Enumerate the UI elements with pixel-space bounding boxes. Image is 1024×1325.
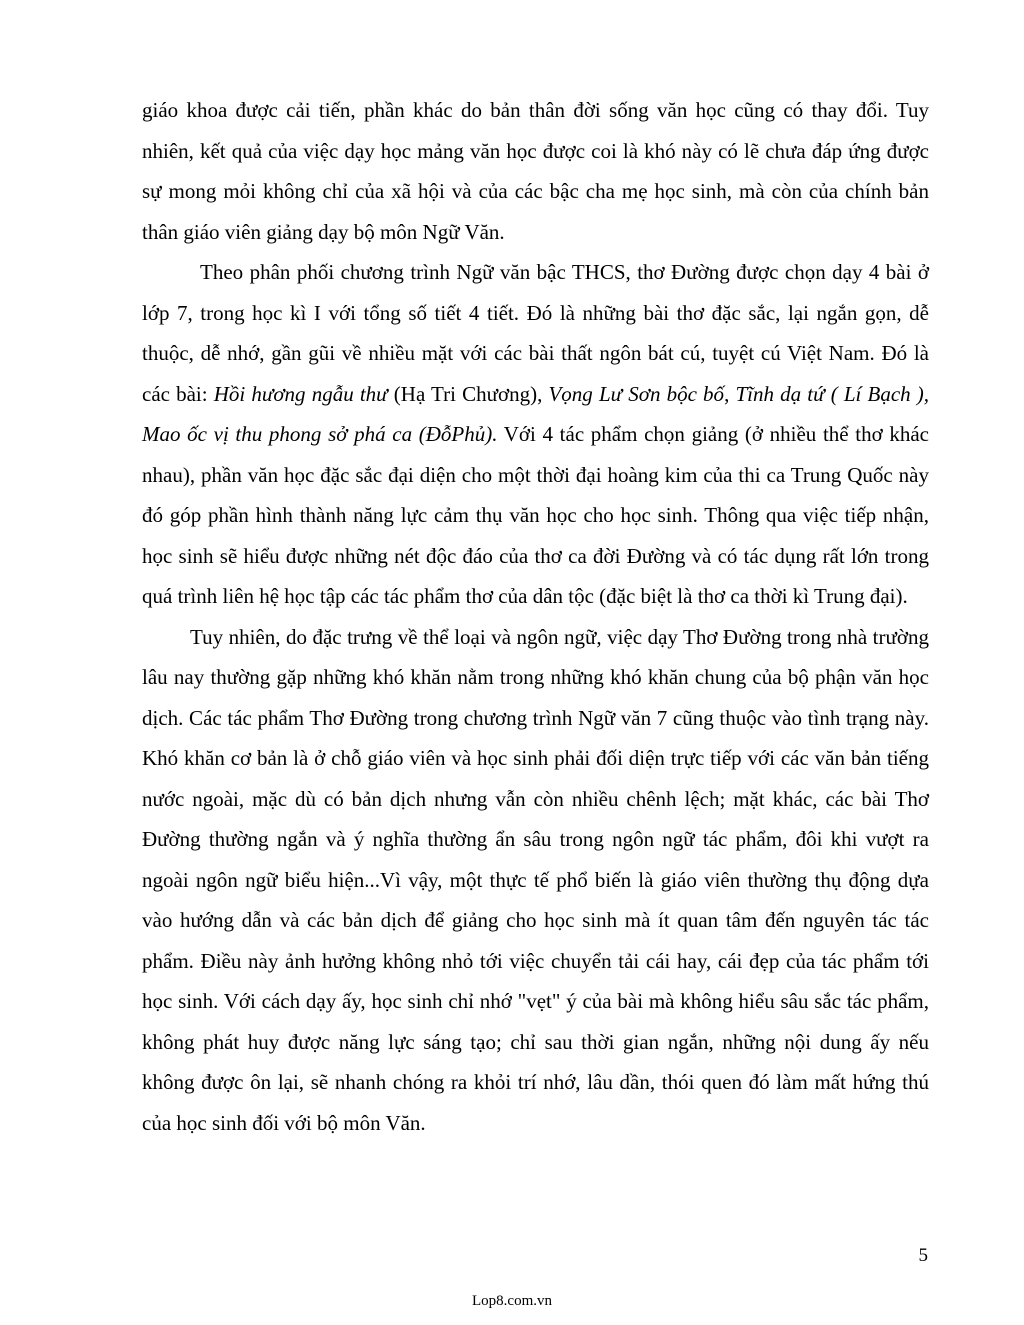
italic-title-segment: Hồi hương ngẫu thư [213, 381, 388, 406]
paragraph-continuation [142, 90, 929, 252]
page-number: 5 [918, 1245, 928, 1266]
text-segment: Theo phân phối chương trình Ngữ văn bậc THCS, thơ Đường được chọn dạy 4 bài ở lớp 7, trong học kì I với tổng số tiết 4 tiết. Đó là những bài thơ đặc sắc, lại ngắn gọn, dễ thuộc, dễ nhớ, gần gũi về nhiều mặt với các bài thất ngôn bát cú, tuyệt cú Việt Nam. Đó là các bài: [142, 260, 929, 406]
paragraph-curriculum [142, 252, 929, 617]
text-segment: giáo khoa được cải tiến, phần khác do bản thân đời sống văn học cũng có thay đổi. Tuy nhiên, kết quả của việc dạy học mảng văn học được coi là khó này có lẽ chưa đáp ứng được sự mong mỏi không chỉ của xã hội và của các bậc cha mẹ học sinh, mà còn của chính bản thân giáo viên giảng dạy bộ môn Ngữ Văn. [142, 98, 929, 244]
footer-site: Lop8.com.vn [472, 1293, 552, 1309]
text-segment: Với 4 tác phẩm chọn giảng (ở nhiều thể thơ khác nhau), phần văn học đặc sắc đại diện cho một thời đại hoàng kim của thi ca Trung Quốc này đó góp phần hình thành năng lực cảm thụ văn học cho học sinh. Thông qua việc tiếp nhận, học sinh sẽ hiểu được những nét độc đáo của thơ ca đời Đường và có tác dụng rất lớn trong quá trình liên hệ học tập các tác phẩm thơ của dân tộc (đặc biệt là thơ ca thời kì Trung đại). [142, 422, 930, 608]
text-segment: (Hạ Tri Chương), [387, 381, 549, 406]
italic-title-segment: Tĩnh dạ tứ ( Lí Bạch ), Mao ốc vị thu phong sở phá ca (ĐỗPhủ). [142, 381, 930, 446]
italic-title-segment: Vọng Lư Sơn bộc bố [548, 381, 725, 406]
document-body [142, 90, 929, 1143]
text-segment: Tuy nhiên, do đặc trưng về thể loại và ngôn ngữ, việc dạy Thơ Đường trong nhà trường lâu nay thường gặp những khó khăn nằm trong những khó khăn chung của bộ phận văn học dịch. Các tác phẩm Thơ Đường trong chương trình Ngữ văn 7 cũng thuộc vào tình trạng này. Khó khăn cơ bản là ở chỗ giáo viên và học sinh phải đối diện trực tiếp với các văn bản tiếng nước ngoài, mặc dù có bản dịch nhưng vẫn còn nhiều chênh lệch; mặt khác, các bài Thơ Đường thường ngắn và ý nghĩa thường ẩn sâu trong ngôn ngữ tác phẩm, đôi khi vượt ra ngoài ngôn ngữ biểu hiện...Vì vậy, một thực tế phổ biến là giáo viên thường thụ động dựa vào hướng dẫn và các bản dịch để giảng cho học sinh mà ít quan tâm đến nguyên tác tác phẩm. Điều này ảnh hưởng không nhỏ tới việc chuyển tải cái hay, cái đẹp của tác phẩm tới học sinh. Với cách dạy ấy, học sinh chỉ nhớ "vẹt" ý của bài mà không hiểu sâu sắc tác phẩm, không phát huy được năng lực sáng tạo; chỉ sau thời gian ngắn, những nội dung ấy nếu không được ôn lại, sẽ nhanh chóng ra khỏi trí nhớ, lâu dần, thói quen đó làm mất hứng thú của học sinh đối với bộ môn Văn. [142, 624, 929, 1135]
text-segment: , [724, 381, 736, 406]
paragraph-difficulties [142, 617, 929, 1144]
